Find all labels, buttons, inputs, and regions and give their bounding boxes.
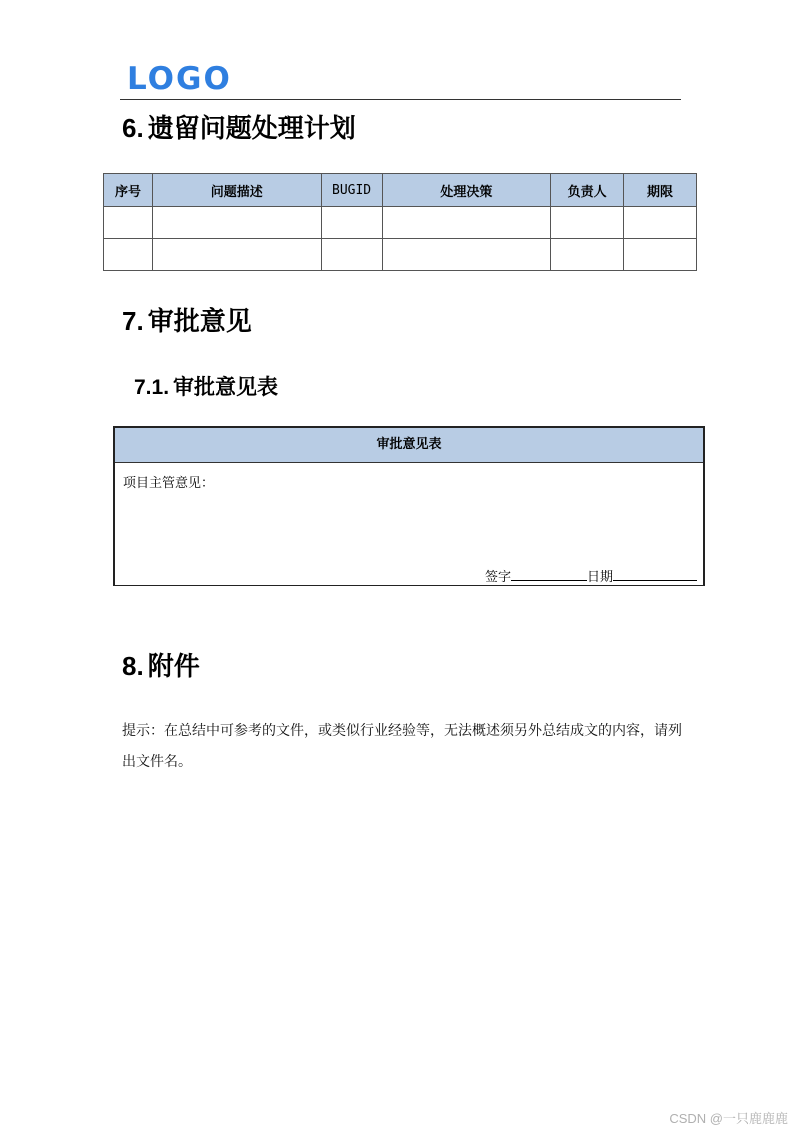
table-cell[interactable] (152, 207, 321, 239)
header-divider (120, 99, 681, 100)
table-cell[interactable] (321, 239, 382, 271)
date-label: 日期 (586, 570, 613, 585)
table-header-row (104, 174, 697, 207)
table-row (104, 239, 697, 271)
manager-opinion-label: 项目主管意见： (123, 476, 215, 491)
section-8-title: 附件 (147, 652, 200, 682)
table-cell[interactable] (321, 207, 382, 239)
section-7-number: 7. (122, 306, 144, 336)
section-7-1-heading (134, 374, 278, 401)
table-cell[interactable] (152, 239, 321, 271)
signature-label: 签字 (484, 570, 511, 585)
date-field[interactable] (613, 567, 697, 581)
section-6-heading (122, 112, 356, 145)
logo: LOGO (127, 61, 232, 97)
table-cell[interactable] (551, 207, 624, 239)
section-7-title: 审批意见 (147, 307, 252, 337)
section-7-1-number: 7.1. (134, 376, 170, 399)
section-8-number: 8. (122, 651, 144, 681)
table-cell[interactable] (104, 207, 153, 239)
table-row (104, 207, 697, 239)
approval-form-header: 审批意见表 (115, 428, 703, 463)
column-header-bugid: BUGID (321, 174, 382, 207)
section-7-1-title: 审批意见表 (173, 375, 279, 399)
signature-field[interactable] (511, 567, 587, 581)
column-header-deadline: 期限 (624, 174, 697, 207)
table-cell[interactable] (624, 239, 697, 271)
section-6-title: 遗留问题处理计划 (147, 114, 356, 144)
issue-plan-table (103, 173, 697, 271)
table-cell[interactable] (104, 239, 153, 271)
table-cell[interactable] (382, 239, 551, 271)
section-8-heading (122, 650, 200, 683)
attachment-hint: 提示：在总结中可参考的文件，或类似行业经验等，无法概述须另外总结成文的内容，请列出文件名。 (122, 723, 682, 770)
column-header-index: 序号 (104, 174, 153, 207)
approval-form (113, 426, 705, 586)
section-6-number: 6. (122, 113, 144, 143)
column-header-description: 问题描述 (152, 174, 321, 207)
column-header-decision: 处理决策 (382, 174, 551, 207)
column-header-owner: 负责人 (551, 174, 624, 207)
section-7-heading (122, 305, 252, 338)
watermark: CSDN @一只鹿鹿鹿 (669, 1111, 788, 1126)
signature-date-line (485, 566, 697, 585)
table-cell[interactable] (624, 207, 697, 239)
table-cell[interactable] (382, 207, 551, 239)
table-cell[interactable] (551, 239, 624, 271)
